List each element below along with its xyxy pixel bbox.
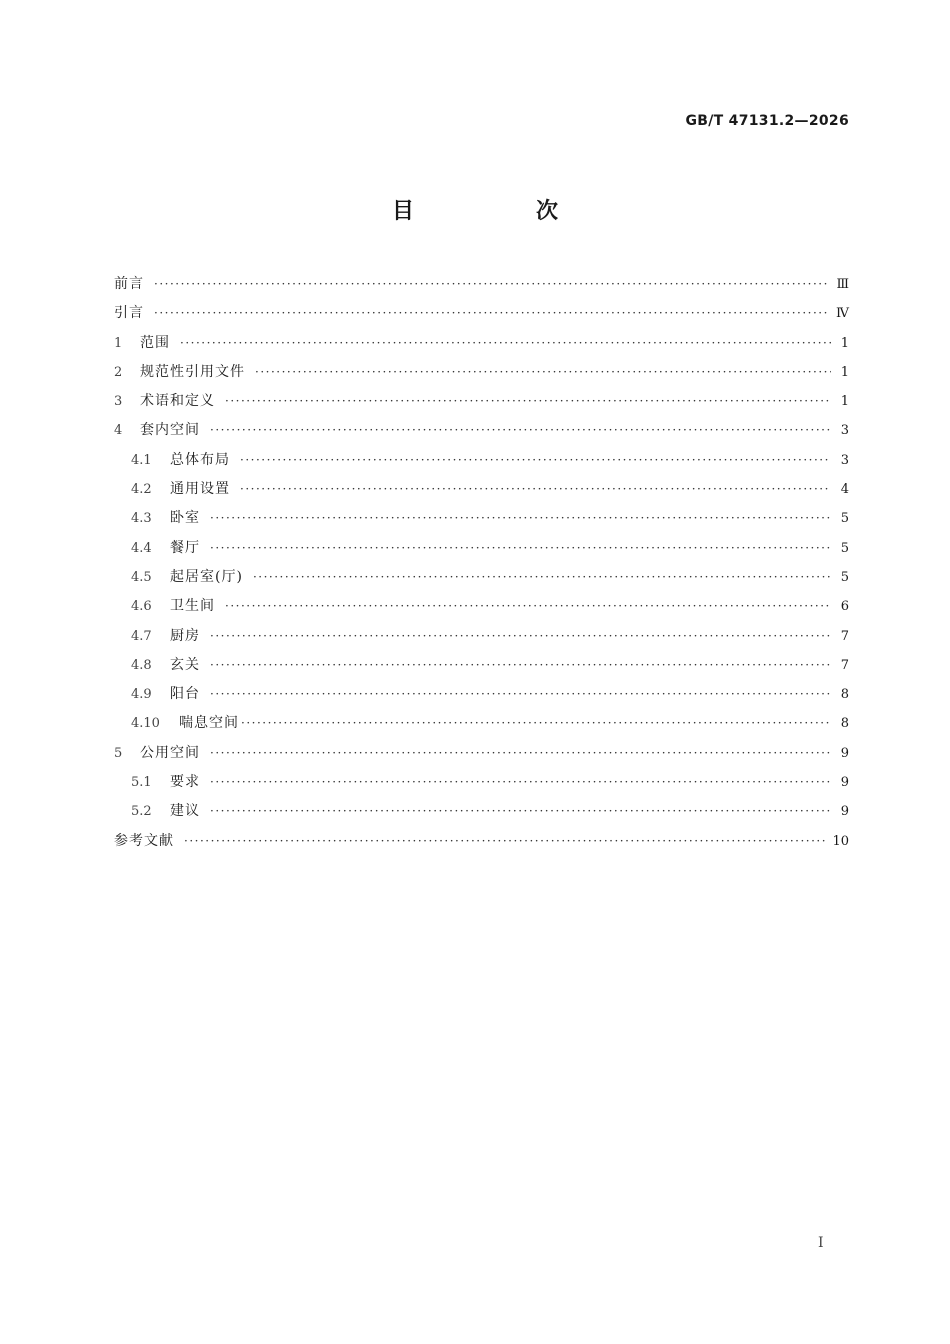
toc-entry-label: 起居室(厅) [170,568,243,585]
toc-entry-label: 前言 [114,276,144,292]
toc-entry-foreword[interactable] [114,270,849,299]
toc-entry-label: 通用设置 [170,481,230,498]
toc-entry-page: 1 [840,364,849,380]
toc-entry-page: 1 [840,394,849,410]
toc-entry-label: 术语和定义 [140,393,215,410]
dot-leader [210,680,831,709]
toc-entry-recommendations[interactable] [114,797,849,826]
toc-entry-number: 4.1 [131,452,152,468]
toc-entry-bathroom[interactable] [114,592,849,621]
toc-entry-label: 引言 [114,305,144,322]
toc-entry-number: 4.5 [131,569,152,585]
toc-entry-label: 参考文献 [114,832,174,849]
toc-entry-bibliography[interactable] [114,827,849,856]
toc-entry-label: 卧室 [170,510,200,527]
toc-entry-page: 1 [840,335,849,351]
dot-leader [241,709,831,738]
toc-entry-number: 5.2 [131,804,152,820]
toc-entry-number: 3 [114,394,123,410]
toc-entry-number: 2 [114,364,123,380]
toc-entry-requirements[interactable] [114,768,849,797]
dot-leader [210,534,831,563]
toc-entry-number: 4.3 [131,511,152,527]
standard-code: GB/T 47131.2—2026 [685,113,849,129]
toc-entry-label: 卫生间 [170,598,215,615]
toc-entry-page: 9 [840,775,849,791]
toc-entry-general-settings[interactable] [114,475,849,504]
toc-entry-kitchen[interactable] [114,622,849,651]
toc-entry-label: 喘息空间 [179,715,239,732]
dot-leader [154,299,830,328]
page-number: I [818,1235,824,1251]
dot-leader [225,592,831,621]
toc-entry-label: 阳台 [170,686,200,703]
toc-entry-number: 4 [114,423,123,439]
toc-entry-respite-space[interactable] [114,709,849,738]
toc-entry-dining-room[interactable] [114,534,849,563]
toc-entry-terms[interactable] [114,387,849,416]
toc-entry-number: 4.10 [131,716,160,732]
dot-leader [210,797,831,826]
toc-entry-entrance[interactable] [114,651,849,680]
toc-entry-number: 4.9 [131,687,152,703]
toc-entry-page: 9 [840,745,849,761]
toc-entry-public-space[interactable] [114,739,849,768]
toc-entry-label: 餐厅 [170,539,200,556]
toc-entry-page: 9 [840,804,849,820]
toc-entry-normative-references[interactable] [114,358,849,387]
dot-leader [240,446,831,475]
dot-leader [154,270,830,299]
dot-leader [225,387,831,416]
toc-entry-living-room[interactable] [114,563,849,592]
toc-entry-bedroom[interactable] [114,504,849,533]
toc-entry-general-layout[interactable] [114,446,849,475]
dot-leader [253,563,831,592]
toc-entry-label: 规范性引用文件 [140,363,245,380]
toc-entry-page: 6 [840,599,849,615]
toc-entry-number: 4.2 [131,482,152,498]
toc-entry-number: 5.1 [131,775,152,791]
toc-entry-page: 4 [840,482,849,498]
toc-entry-number: 5 [114,745,123,761]
toc-entry-page: 3 [840,423,849,439]
toc-entry-label: 厨房 [170,627,200,644]
toc-entry-page: 10 [832,833,849,849]
toc-entry-page: 7 [840,628,849,644]
dot-leader [210,739,831,768]
toc-title: 目 次 [391,199,608,224]
toc-entry-indoor-space[interactable] [114,416,849,445]
toc-entry-page: 3 [840,452,849,468]
toc-entry-balcony[interactable] [114,680,849,709]
dot-leader [210,622,831,651]
toc-entry-number: 4.7 [131,628,152,644]
toc-entry-scope[interactable] [114,329,849,358]
toc-entry-page: 7 [840,657,849,673]
dot-leader [210,768,831,797]
toc-entry-page: 8 [840,687,849,703]
dot-leader [255,358,831,387]
dot-leader [240,475,831,504]
toc-entry-number: 1 [114,335,123,351]
dot-leader [210,651,831,680]
toc-entry-page: 5 [840,511,849,527]
toc-entry-label: 范围 [140,334,170,351]
toc-entry-number: 4.4 [131,540,152,556]
toc-entry-introduction[interactable] [114,299,849,328]
toc-entry-page: 5 [840,569,849,585]
toc-entry-label: 套内空间 [140,422,200,439]
dot-leader [210,504,831,533]
toc-entry-number: 4.6 [131,599,152,615]
dot-leader [180,329,831,358]
toc-entry-label: 公用空间 [140,744,200,761]
toc-entry-page: Ⅲ [836,277,849,292]
dot-leader [210,416,831,445]
toc-entry-label: 要求 [170,774,200,791]
toc-entry-number: 4.8 [131,657,152,673]
toc-entry-label: 总体布局 [170,451,230,468]
toc-entry-label: 建议 [170,803,200,820]
toc-entry-page: 5 [840,540,849,556]
dot-leader [184,827,826,856]
toc-entry-page: 8 [840,716,849,732]
toc-entry-label: 玄关 [170,656,200,673]
toc-entry-page: Ⅳ [836,306,849,322]
table-of-contents [114,270,849,856]
